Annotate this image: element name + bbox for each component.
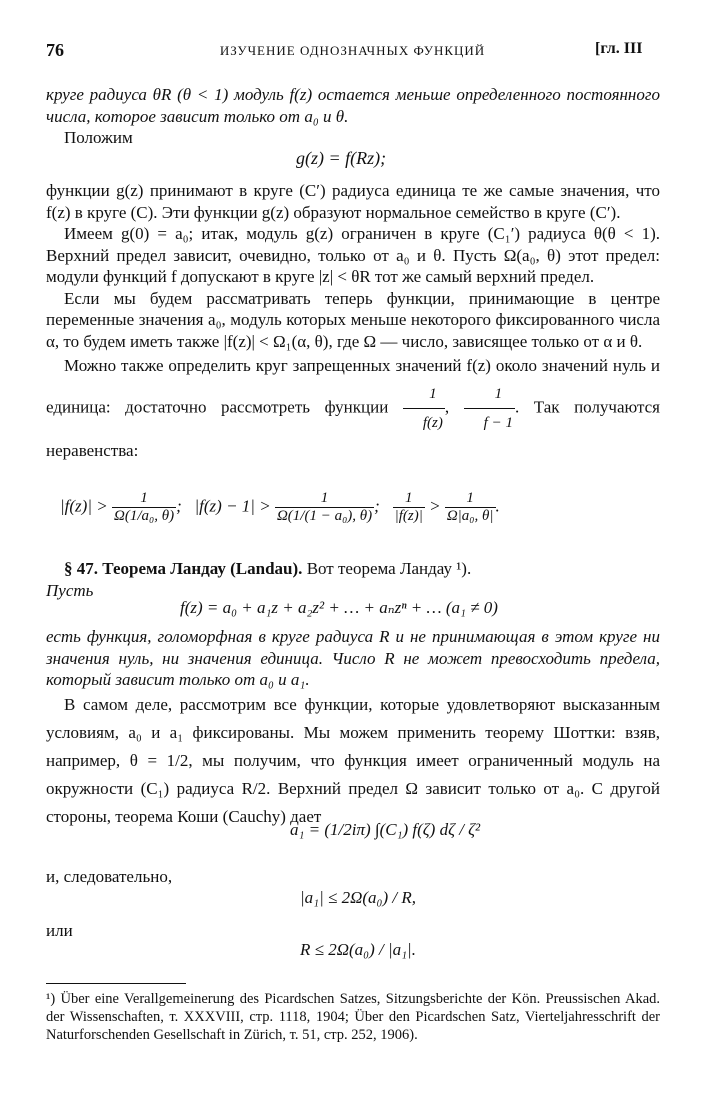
paragraph: Имеем g(0) = a₀; итак, модуль g(z) ограничен в круге (C₁′) радиуса θ(θ < 1). Верхний предел зависит, очевидно, только от a₀ и θ. Пусть Ω(a₀, θ) этот предел: модули функций f допускают в круге |z| < θR тот же самый верхний предел. — [46, 224, 660, 286]
fraction-numerator: 1 — [393, 490, 425, 508]
fraction-numerator: 1 — [112, 490, 176, 508]
paragraph: Если мы будем рассматривать теперь функции, принимающие в центре переменные значения a₀, модуль которых меньше некоторого фиксированного числа α, то будем иметь также |f(z)| < Ω₁(α, θ), где Ω — число, зависящее только от α и θ. — [46, 288, 660, 351]
inequality-left: |f(z)| > — [60, 496, 108, 516]
paragraph: Положим — [64, 128, 133, 147]
theorem-statement: есть функция, голоморфная в круге радиуса R и не принимающая в этом круге ни значения нуль, ни значения единица. Число R не может превосходить предела, который зависит только от a₀ и a₁. — [46, 627, 660, 689]
fraction-denominator: Ω(1/(1 − a₀), θ) — [276, 508, 373, 524]
running-title: ИЗУЧЕНИЕ ОДНОЗНАЧНЫХ ФУНКЦИЙ — [219, 43, 486, 58]
paragraph: и, следовательно, — [46, 867, 173, 886]
paragraph: В самом деле, рассмотрим все функции, которые удовлетворяют высказанным условиям, a₀ и a₁ фиксированы. Мы можем применить теорему Шоттки: взяв, например, θ = 1/2, мы получим, что функция имеет ограниченный модуль на окружности (C₁) радиуса R/2. Верхний предел Ω зависит только от a₀. С другой стороны, теорема Коши (Cauchy) дает — [46, 694, 660, 826]
equation: R ≤ 2Ω(a₀) / |a₁|. — [300, 940, 416, 959]
fraction-numerator: 1 — [275, 490, 374, 508]
fraction-denominator: Ω(1/a₀, θ) — [113, 508, 175, 524]
text-block-main — [46, 180, 660, 465]
footnote: ¹) Über eine Verallgemeinerung des Picardschen Satzes, Sitzungsberichte der Kön. Preussischen Akad. der Wissenschaften, т. XXXVIII, стр. 1118, 1904; Über den Picardschen Satz, Vierteljahresschrift der Naturforschenden Gesellschaft in Zürich, т. 51, стр. 252, 1906). — [46, 991, 660, 1043]
equation: a₁ = (1/2iπ) ∫(C₁) f(ζ) dζ / ζ² — [290, 820, 481, 839]
equation: |a₁| ≤ 2Ω(a₀) / R, — [300, 888, 416, 907]
fraction — [445, 490, 496, 525]
inequality-left: |f(z) − 1| > — [194, 496, 271, 516]
paragraph: Можно также определить круг запрещенных значений f(z) около значений нуль и единица: достаточно рассмотреть функции $\frac{1}{f(z)}$ , $\frac{1}{f - 1}$ . Так получаются неравенства: — [46, 356, 661, 460]
text-block-theorem — [46, 626, 660, 831]
inequalities: |f(z)| > $\frac{1}{\text{Ω(1/a₀, θ)}}$ ; |f(z) − 1| > $\frac{1}{\text{Ω(1/(1 − a₀), θ)}}$ ; $\frac{1}{|f(z)|}$ > $\frac{1}{\text{Ω|a₀, θ|}}$ . — [60, 490, 500, 524]
running-header — [0, 40, 705, 62]
fraction-numerator: 1 — [445, 490, 496, 508]
fraction — [464, 380, 515, 437]
fraction — [275, 490, 374, 525]
fraction-denominator: f − 1 — [483, 415, 513, 431]
page-number: 76 — [46, 40, 64, 60]
paragraph: круге радиуса θR (θ < 1) модуль f(z) остается меньше определенного постоянного числа, которое зависит только от a₀ и θ. — [46, 85, 660, 126]
paragraph: функции g(z) принимают в круге (C′) радиуса единица те же самые значения, что f(z) в круге (C). Эти функции g(z) образуют нормальное семейство в круге (C′). — [46, 181, 660, 222]
fraction-denominator: |f(z)| — [394, 508, 423, 524]
fraction — [393, 490, 425, 525]
fraction-denominator: Ω|a₀, θ| — [446, 508, 494, 524]
paragraph-text: . Так получаются неравенства: — [46, 397, 661, 460]
fraction-numerator: 1 — [464, 380, 515, 409]
chapter-label: [гл. III — [595, 40, 643, 57]
text-block-top — [46, 84, 660, 149]
fraction-denominator: f(z) — [422, 415, 443, 431]
equation: f(z) = a₀ + a₁z + a₂z² + … + aₙzⁿ + … (a₁ ≠ 0) — [180, 598, 498, 617]
equation: g(z) = f(Rz); — [296, 148, 387, 168]
paragraph-text: Можно также определить круг запрещенных значений f(z) около значений нуль и единица: достаточно рассмотреть функции — [46, 356, 660, 417]
section-title: § 47. Теорема Ландау (Landau). — [64, 559, 303, 578]
section-heading — [46, 558, 660, 601]
fraction-numerator: 1 — [403, 380, 445, 409]
footnote-divider — [46, 983, 186, 984]
paragraph: или — [46, 921, 73, 940]
fraction — [112, 490, 176, 525]
paragraph: Пусть — [46, 580, 94, 600]
section-intro: Вот теорема Ландау ¹). — [306, 559, 472, 578]
fraction — [403, 380, 445, 437]
